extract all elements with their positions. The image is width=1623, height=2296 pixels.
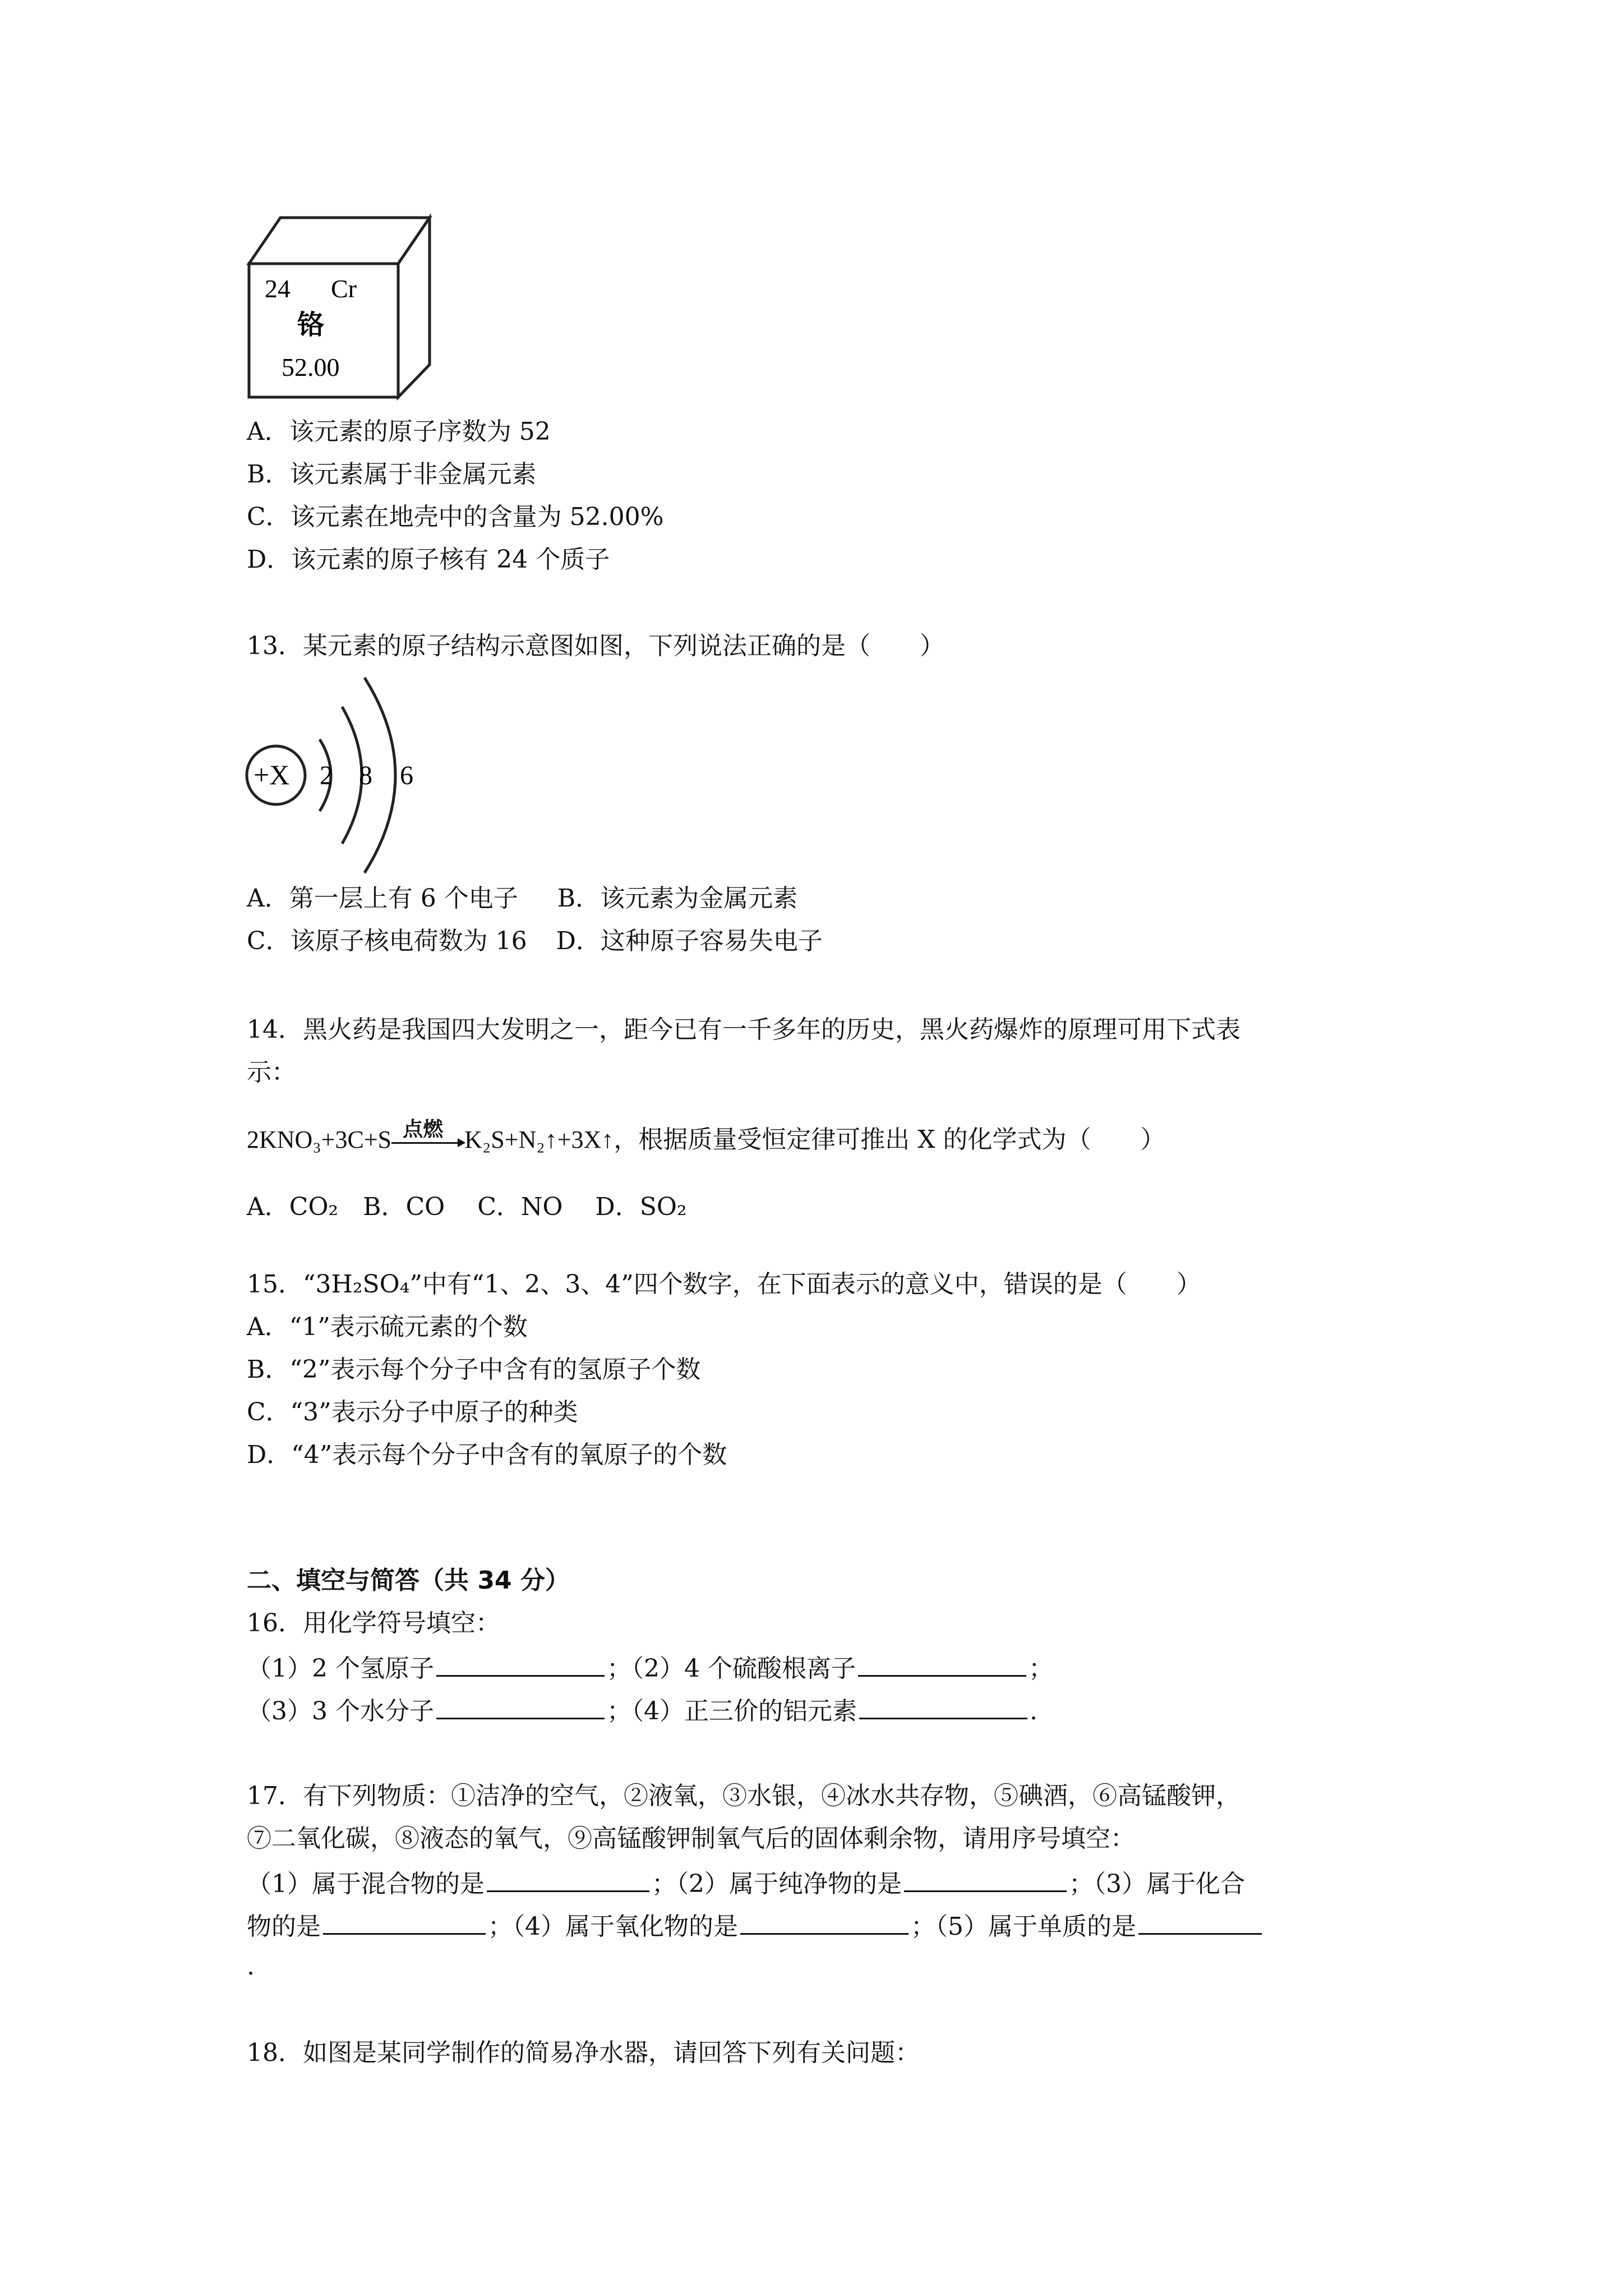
shell-1-electrons: 2: [320, 761, 333, 790]
element-cube-figure: [241, 213, 437, 404]
atom-structure-diagram: [241, 673, 432, 875]
q13-options-row1: [247, 882, 797, 915]
q16-answer-blank-3[interactable]: [436, 1692, 605, 1719]
q16-answer-blank-1[interactable]: [436, 1649, 605, 1677]
q17-part3-label-cont: 物的是: [247, 1912, 321, 1941]
q17-part4-label: ；（4）属于氧化物的是: [488, 1912, 738, 1941]
reaction-condition: 点燃: [403, 1118, 444, 1141]
q16-part1-label: （1）2 个氢原子: [247, 1654, 434, 1683]
q15-option-b: B．“2”表示每个分子中含有的氢原子个数: [247, 1355, 701, 1384]
q17-line5: .: [247, 1952, 255, 1981]
q16-part3-label: （3）3 个水分子: [247, 1697, 434, 1726]
q13-options-row2: [247, 924, 823, 958]
q17-answer-blank-5[interactable]: [1138, 1907, 1262, 1935]
q17-line1: 17．有下列物质：①洁净的空气，②液氧，③水银，④冰水共存物，⑤碘酒，⑥高锰酸钾，: [247, 1782, 1241, 1810]
q16-row1: [247, 1649, 1053, 1686]
q17-answer-blank-1[interactable]: [487, 1865, 649, 1892]
element-number: 24: [265, 274, 291, 303]
q16-stem: 16．用化学符号填空：: [247, 1609, 500, 1637]
q14-stem-line1: 14．黑火药是我国四大发明之一，距今已有一千多年的历史，黑火药爆炸的原理可用下式表: [247, 1015, 1241, 1044]
q16-part4-end: .: [1029, 1697, 1038, 1726]
equation-reactants: 2KNO₃+3C+S: [247, 1126, 392, 1153]
q12-option-d: D．该元素的原子核有 24 个质子: [247, 545, 610, 574]
q17-answer-blank-4[interactable]: [740, 1907, 909, 1935]
q17-line3: [247, 1865, 1245, 1901]
q16-answer-blank-2[interactable]: [858, 1649, 1026, 1677]
element-name: 铬: [297, 309, 325, 341]
section-2-title: 二、填空与简答（共 34 分）: [247, 1566, 570, 1595]
q16-part4-label: ；（4）正三价的铝元素: [606, 1697, 857, 1726]
q12-option-b: B．该元素属于非金属元素: [247, 460, 537, 489]
q13-option-c: C．该原子核电荷数为 16: [247, 927, 527, 955]
q16-part2-label: ；（2）4 个硫酸根离子: [606, 1654, 856, 1683]
q17-part2-label: ；（2）属于纯净物的是: [652, 1870, 902, 1898]
q15-option-c: C．“3”表示分子中原子的种类: [247, 1398, 578, 1427]
q14-stem-line2: 示：: [247, 1058, 296, 1087]
q16-answer-blank-4[interactable]: [859, 1692, 1027, 1719]
q17-part1-label: （1）属于混合物的是: [247, 1870, 485, 1898]
q14-question-tail: ，根据质量受恒定律可推出 X 的化学式为（ ）: [614, 1125, 1165, 1154]
q13-stem: 13．某元素的原子结构示意图如图，下列说法正确的是（ ）: [247, 632, 944, 660]
q17-part3-label: ；（3）属于化合: [1069, 1870, 1245, 1898]
reaction-arrow: [391, 1118, 464, 1157]
q17-answer-blank-3[interactable]: [323, 1907, 486, 1935]
nucleus-label: +X: [253, 759, 290, 790]
q12-option-a: A．该元素的原子序数为 52: [247, 417, 551, 446]
q18-stem: 18．如图是某同学制作的简易净水器，请回答下列有关问题：: [247, 2039, 920, 2067]
q14-equation-line: [247, 1118, 1165, 1157]
q16-row2: [247, 1692, 1038, 1728]
q12-option-c: C．该元素在地壳中的含量为 52.00%: [247, 503, 664, 531]
q17-part5-label: ；（5）属于单质的是: [911, 1912, 1136, 1941]
q13-option-b: B．该元素为金属元素: [557, 884, 798, 913]
q14-options: A．CO₂ B．CO C．NO D．SO₂: [247, 1193, 687, 1221]
q16-part2-end: ；: [1028, 1654, 1053, 1683]
q13-option-a: A．第一层上有 6 个电子: [247, 884, 518, 913]
shell-2-electrons: 8: [359, 761, 372, 790]
equation-products: K₂S+N₂↑+3X↑: [464, 1126, 614, 1153]
q15-stem: 15．“3H₂SO₄”中有“1、2、3、4”四个数字，在下面表示的意义中，错误的是（ ）: [247, 1270, 1201, 1299]
q17-line2: ⑦二氧化碳，⑧液态的氧气，⑨高锰酸钾制氧气后的固体剩余物，请用序号填空：: [247, 1824, 1135, 1853]
q17-line4: [247, 1907, 1264, 1944]
q15-option-d: D．“4”表示每个分子中含有的氧原子的个数: [247, 1441, 727, 1469]
q13-option-d: D．这种原子容易失电子: [556, 927, 823, 955]
element-mass: 52.00: [282, 353, 340, 381]
element-symbol: Cr: [331, 274, 357, 303]
shell-3-electrons: 6: [400, 761, 413, 790]
q17-answer-blank-2[interactable]: [904, 1865, 1067, 1892]
q15-option-a: A．“1”表示硫元素的个数: [247, 1313, 528, 1341]
